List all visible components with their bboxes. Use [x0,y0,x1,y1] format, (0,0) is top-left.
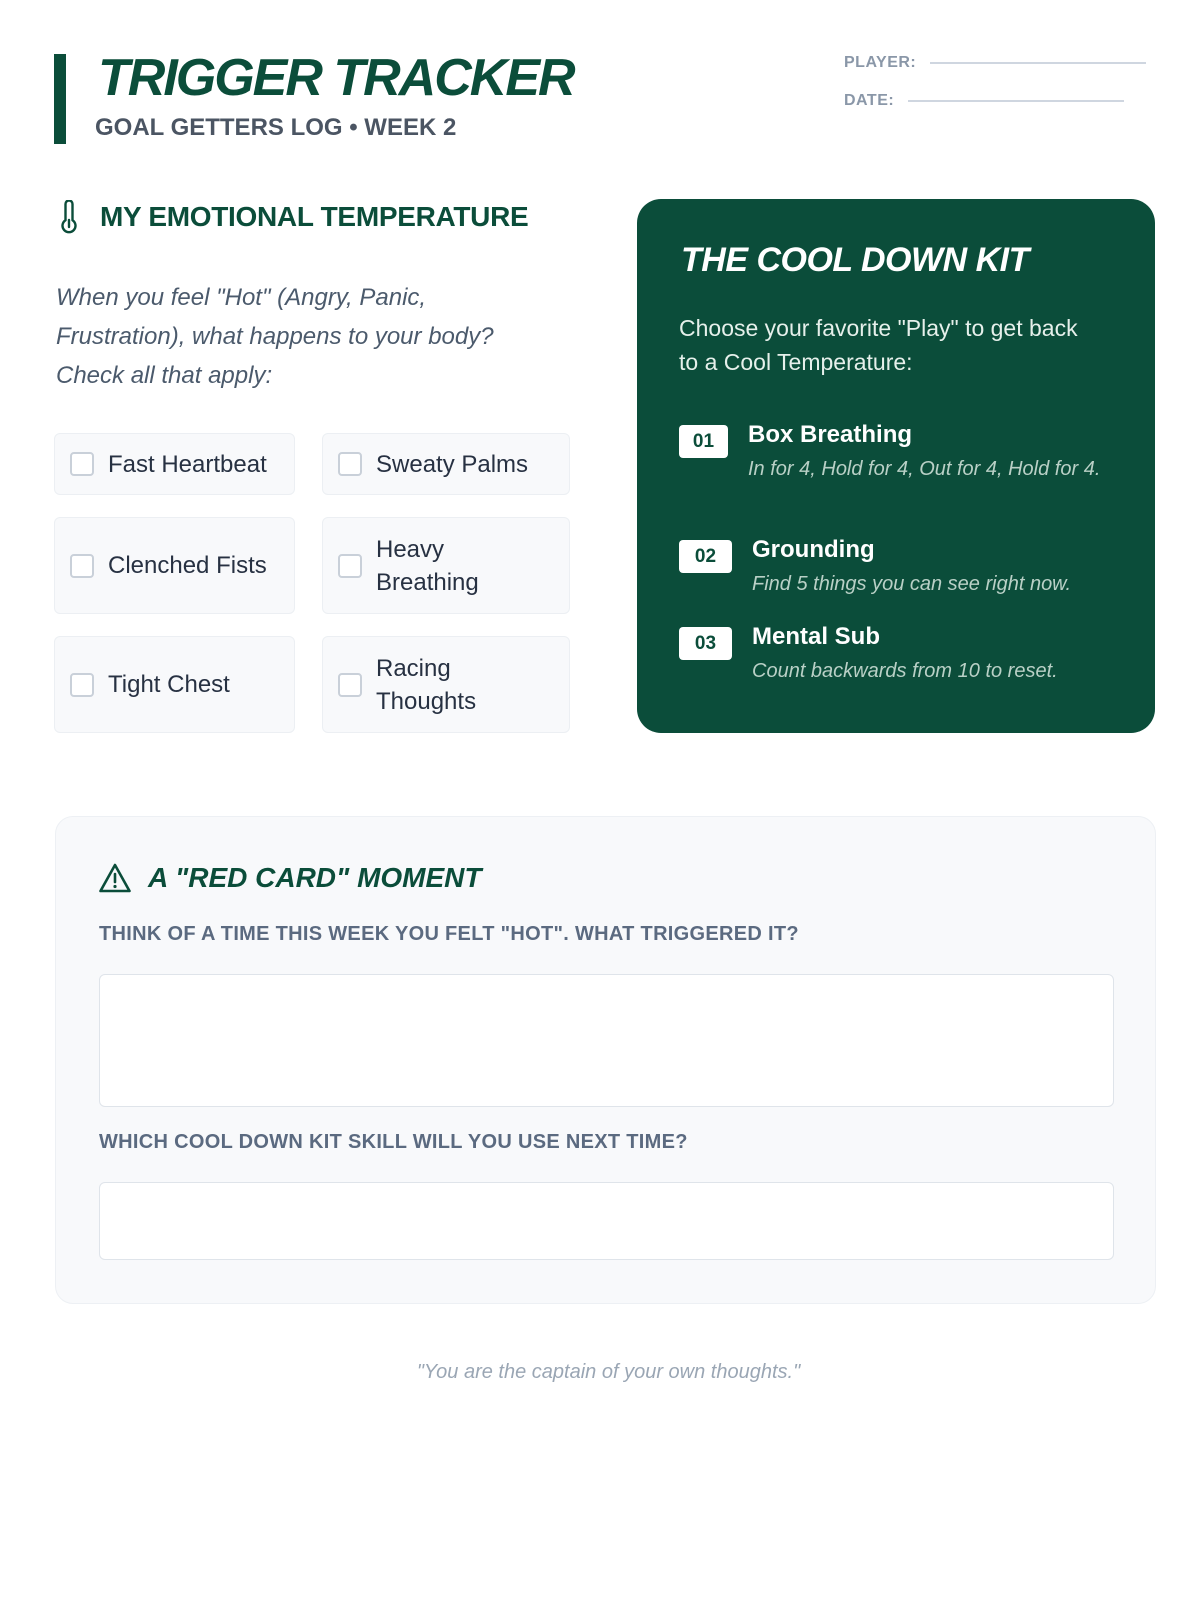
checkbox-box[interactable] [70,554,94,578]
step-description: Count backwards from 10 to reset. [752,660,1058,682]
checkbox-label: Racing Thoughts [376,654,477,715]
date-line[interactable] [908,100,1124,102]
checkbox-box[interactable] [338,452,362,476]
checkbox-label: Heavy Breathing [376,535,479,596]
kit-step-box-breathing [679,421,1119,515]
checkbox-box[interactable] [338,554,362,578]
checkbox-label: Tight Chest [108,671,230,698]
temperature-heading [58,200,528,234]
red-card-section [55,816,1156,1304]
player-name-line[interactable] [930,62,1146,64]
red-card-title: A "RED CARD" MOMENT [148,862,482,893]
date-row [844,92,1124,110]
skill-answer-field[interactable] [99,1182,1114,1260]
step-description: In for 4, Hold for 4, Out for 4, Hold for 4. [748,458,1101,480]
temperature-title: MY EMOTIONAL TEMPERATURE [100,201,529,232]
checkbox-box[interactable] [70,673,94,697]
step-number-badge: 03 [679,627,732,660]
page-subtitle: GOAL GETTERS LOG • WEEK 2 [95,114,457,141]
thermometer-icon [58,200,80,234]
title-accent-bar [54,54,66,144]
skill-question-label: WHICH COOL DOWN KIT SKILL WILL YOU USE NEXT TIME? [99,1131,688,1153]
kit-step-grounding [679,536,1119,600]
checkbox-heavy-breathing[interactable] [322,517,570,614]
step-name: Grounding [752,536,875,563]
cool-down-kit-intro: Choose your favorite "Play" to get back to a Cool Temperature: [679,315,1078,375]
step-name: Box Breathing [748,421,913,448]
step-name: Mental Sub [752,623,881,650]
checkbox-racing-thoughts[interactable] [322,636,570,733]
page-title: TRIGGER TRACKER [98,49,574,107]
date-label: DATE: [844,92,895,109]
checkbox-sweaty-palms[interactable] [322,433,570,495]
footer-quote: "You are the captain of your own thoughts." [416,1361,801,1383]
player-label: PLAYER: [844,54,917,71]
kit-step-mental-sub [679,623,1119,687]
trigger-question-label: THINK OF A TIME THIS WEEK YOU FELT "HOT". WHAT TRIGGERED IT? [99,923,799,945]
trigger-answer-field[interactable] [99,974,1114,1107]
temperature-prompt: When you feel "Hot" (Angry, Panic, Frustration), what happens to your body? Check all that apply: [56,284,494,389]
checkbox-label: Sweaty Palms [376,450,529,478]
worksheet-header [54,49,1154,144]
checkbox-label: Fast Heartbeat [108,450,267,478]
checkbox-box[interactable] [338,673,362,697]
checkbox-fast-heartbeat[interactable] [54,433,295,495]
player-row [844,54,1146,72]
step-number-badge: 02 [679,540,732,573]
checkbox-tight-chest[interactable] [54,636,295,733]
cool-down-kit-title: THE COOL DOWN KIT [681,241,1029,279]
checkbox-clenched-fists[interactable] [54,517,295,614]
checkbox-box[interactable] [70,452,94,476]
step-number-badge: 01 [679,425,728,458]
warning-icon [98,862,132,894]
step-description: Find 5 things you can see right now. [752,573,1072,595]
checkbox-label: Clenched Fists [108,552,267,579]
red-card-heading [98,862,482,894]
cool-down-kit-panel [637,199,1155,733]
